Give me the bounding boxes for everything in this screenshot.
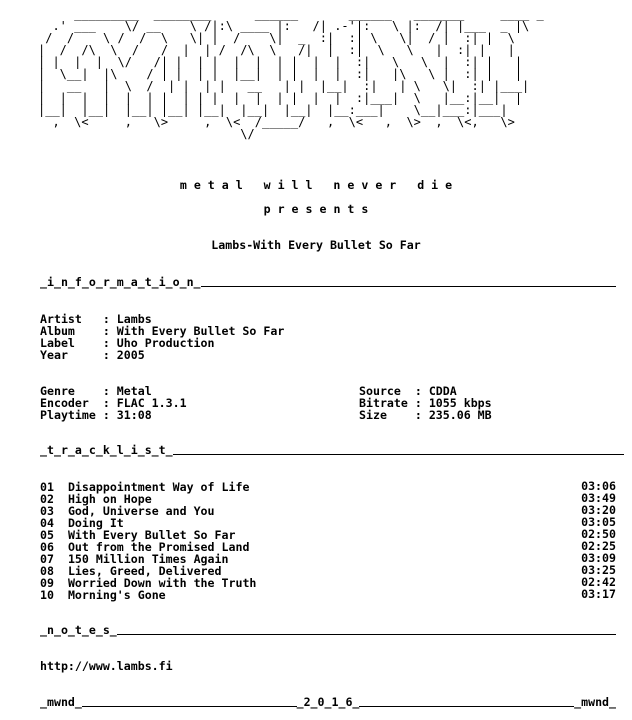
footer-rule-right [359, 696, 574, 707]
source-label: Source : [359, 384, 429, 398]
info-source-row [359, 384, 492, 396]
info-album-row [40, 324, 284, 336]
genre-label: Genre : [40, 384, 117, 398]
year-value: 2005 [116, 348, 145, 362]
track-row [40, 492, 616, 504]
track-duration: 03:25 [581, 563, 616, 577]
track-row [40, 516, 616, 528]
tracklist-header-label: _t_r_a_c_k_l_i_s_t_ [40, 443, 173, 457]
track-title: Doing It [67, 516, 124, 530]
track-row [40, 588, 616, 600]
info-primary [40, 312, 284, 360]
album-label: Album : [40, 324, 117, 338]
track-number: 01 [40, 480, 54, 494]
notes-header-label: _n_o_t_e_s_ [40, 623, 117, 637]
track-number: 08 [40, 564, 54, 578]
album-value: With Every Bullet So Far [116, 324, 285, 338]
encoder-value: FLAC 1.3.1 [116, 396, 187, 410]
track-number: 10 [40, 588, 54, 602]
track-duration: 03:20 [581, 503, 616, 517]
playtime-value: 31:08 [116, 408, 152, 422]
tracklist [40, 480, 616, 600]
footer-right: _mwnd_ [574, 695, 617, 709]
track-row [40, 480, 616, 492]
track-number: 09 [40, 576, 54, 590]
footer-rule-left [82, 696, 297, 707]
information-header-rule [201, 276, 616, 287]
genre-value: Metal [116, 384, 152, 398]
mwnd-ascii-logo: _________ ________ ______ ______ _______ ____ _ .' ___ \/ __ \ /|:\ ____ |: /| .-'|: \ |: /| |___ _ |\ / / \ / / \ \| | / \| _ :| :| \ \| / | :| | \ | / /\ \ / / | | / /\ \ /| | :| \ \ | :| | | | | | | \/ /| | | | | | | | | | :| \ \ | :| | | | \__| |\ / | | | | |__| | | | | :| |\ \ | :| | | | __ | \ / | | | | __ | | |__| :| | \ \| :| |___| | | | | | | | | | | | | | | | | :|___| \ |__:|__| | |__| |__| |__| |__| |__| |__| |__| |__:___| \__|___:|___| , \< , \> , \< /_____/ , \< , \> , \<, \> \/ [38, 7, 544, 141]
track-duration: 02:25 [581, 539, 616, 553]
footer-left: _mwnd_ [40, 695, 82, 709]
track-row [40, 540, 616, 552]
track-duration: 03:06 [581, 479, 616, 493]
track-title: Disappointment Way of Life [67, 480, 250, 494]
track-duration: 03:09 [581, 551, 616, 565]
information-header [40, 276, 616, 288]
playtime-label: Playtime : [40, 408, 117, 422]
track-number: 02 [40, 492, 54, 506]
presents-text: p r e s e n t s [263, 202, 369, 216]
track-duration: 02:42 [581, 575, 616, 589]
tracklist-header [40, 444, 624, 456]
size-label: Size : [359, 408, 429, 422]
track-duration: 03:05 [581, 515, 616, 529]
tracklist-header-rule [173, 444, 624, 455]
notes-header-rule [117, 624, 616, 635]
track-row [40, 576, 616, 588]
notes-header [40, 624, 616, 636]
track-title: Worried Down with the Truth [67, 576, 257, 590]
info-encoder-row [40, 396, 187, 408]
label-value: Uho Production [116, 336, 215, 350]
info-technical-left [40, 384, 187, 420]
track-row [40, 564, 616, 576]
year-label: Year : [40, 348, 117, 362]
track-row [40, 552, 616, 564]
information-header-label: _i_n_f_o_r_m_a_t_i_o_n_ [40, 275, 201, 289]
presents-line [0, 203, 632, 215]
track-title: 150 Million Times Again [67, 552, 229, 566]
track-title: Lies, Greed, Delivered [67, 564, 222, 578]
encoder-label: Encoder : [40, 396, 117, 410]
info-artist-row [40, 312, 284, 324]
track-duration: 03:49 [581, 491, 616, 505]
info-genre-row [40, 384, 187, 396]
info-bitrate-row [359, 396, 492, 408]
release-title-text: Lambs-With Every Bullet So Far [211, 238, 421, 252]
source-value: CDDA [428, 384, 457, 398]
notes-url-link[interactable]: http://www.lambs.fi [40, 659, 173, 673]
track-row [40, 528, 616, 540]
tagline-text: m e t a l w i l l n e v e r d i e [179, 178, 453, 192]
label-label: Label : [40, 336, 117, 350]
track-number: 03 [40, 504, 54, 518]
info-technical-right [359, 384, 492, 420]
track-title: God, Universe and You [67, 504, 215, 518]
release-title [0, 239, 632, 251]
track-title: With Every Bullet So Far [67, 528, 236, 542]
track-number: 06 [40, 540, 54, 554]
track-row [40, 504, 616, 516]
bitrate-value: 1055 kbps [428, 396, 492, 410]
tagline [0, 179, 632, 191]
bitrate-label: Bitrate : [359, 396, 429, 410]
track-number: 05 [40, 528, 54, 542]
notes-content [40, 660, 173, 672]
track-duration: 02:50 [581, 527, 616, 541]
track-duration: 03:17 [581, 587, 616, 601]
track-number: 04 [40, 516, 54, 530]
footer-year: _2_0_1_6_ [296, 695, 360, 709]
size-value: 235.06 MB [428, 408, 492, 422]
track-title: Out from the Promised Land [67, 540, 250, 554]
artist-label: Artist : [40, 312, 117, 326]
artist-value: Lambs [116, 312, 152, 326]
track-number: 07 [40, 552, 54, 566]
track-title: High on Hope [67, 492, 152, 506]
track-title: Morning's Gone [67, 588, 166, 602]
footer [40, 696, 616, 708]
info-size-row [359, 408, 492, 420]
